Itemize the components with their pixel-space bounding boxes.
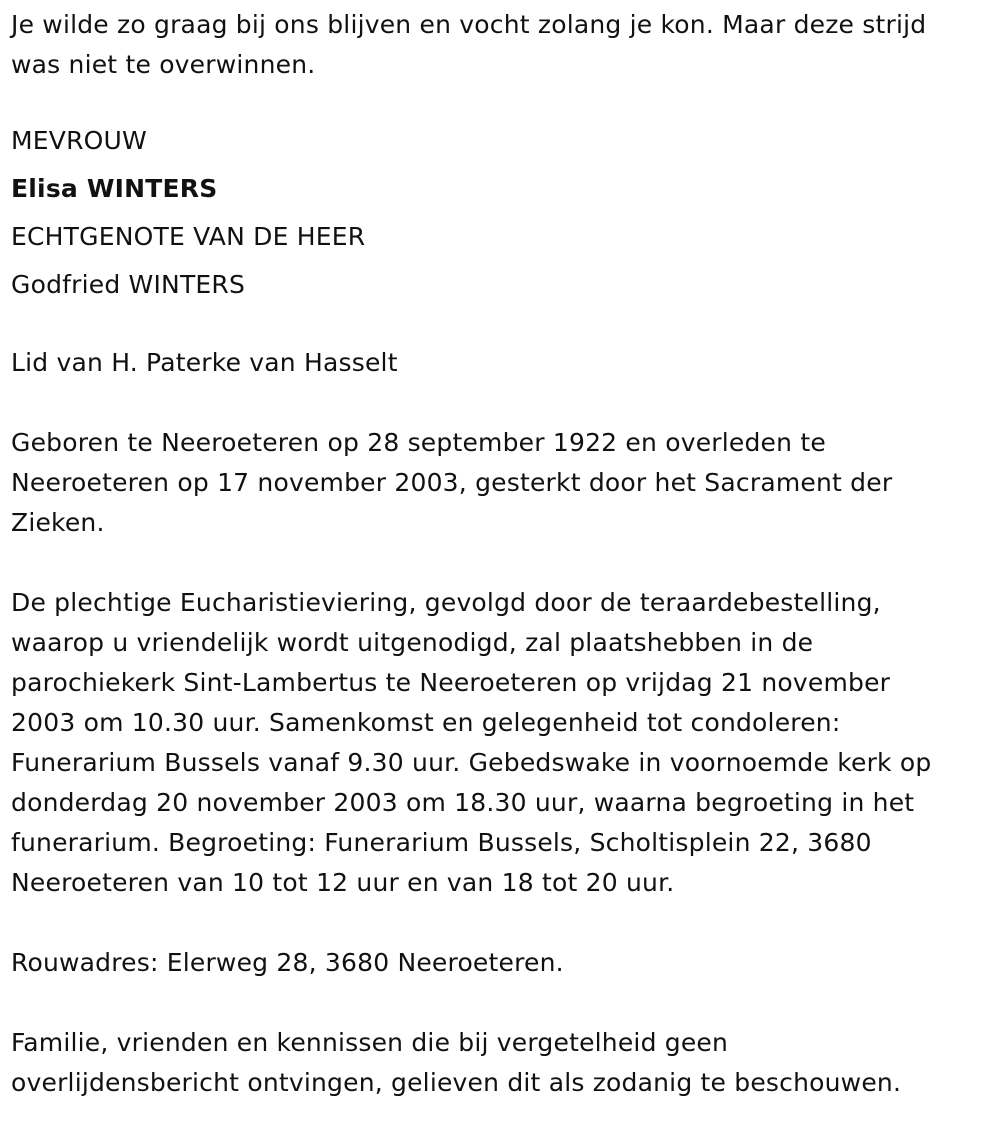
- spouse-name: Godfried WINTERS: [11, 270, 246, 299]
- ceremony-line: 2003 om 10.30 uur. Samenkomst en gelegenheid tot condoleren:: [11, 708, 841, 737]
- closing-line: Familie, vrienden en kennissen die bij vergetelheid geen: [11, 1028, 729, 1057]
- ceremony-line: waarop u vriendelijk wordt uitgenodigd, zal plaatshebben in de: [11, 628, 814, 657]
- ceremony-line: donderdag 20 november 2003 om 18.30 uur, waarna begroeting in het: [11, 788, 915, 817]
- birth-death-line: Neeroeteren op 17 november 2003, gesterkt door het Sacrament der: [11, 468, 893, 497]
- obituary-document: [11, 0, 986, 1103]
- intro-paragraph: [11, 0, 986, 85]
- closing-paragraph: [11, 1023, 986, 1103]
- birth-death-line: Geboren te Neeroeteren op 28 september 1922 en overleden te: [11, 428, 826, 457]
- ceremony-paragraph: [11, 583, 986, 903]
- deceased-name: Elisa WINTERS: [11, 174, 218, 203]
- intro-line: Je wilde zo graag bij ons blijven en vocht zolang je kon. Maar deze strijd: [11, 10, 927, 39]
- closing-line: overlijdensbericht ontvingen, gelieven dit als zodanig te beschouwen.: [11, 1068, 902, 1097]
- ceremony-line: Neeroeteren van 10 tot 12 uur en van 18 tot 20 uur.: [11, 868, 675, 897]
- mourning-address: Rouwadres: Elerweg 28, 3680 Neeroeteren.: [11, 948, 564, 977]
- birth-death-paragraph: [11, 423, 986, 543]
- ceremony-line: Funerarium Bussels vanaf 9.30 uur. Gebedswake in voornoemde kerk op: [11, 748, 932, 777]
- ceremony-line: De plechtige Eucharistieviering, gevolgd door de teraardebestelling,: [11, 588, 881, 617]
- relation-label: ECHTGENOTE VAN DE HEER: [11, 222, 366, 251]
- birth-death-line: Zieken.: [11, 508, 105, 537]
- honorific: MEVROUW: [11, 126, 147, 155]
- ceremony-line: funerarium. Begroeting: Funerarium Bussels, Scholtisplein 22, 3680: [11, 828, 872, 857]
- membership-line: Lid van H. Paterke van Hasselt: [11, 348, 398, 377]
- deceased-block: [11, 117, 986, 309]
- ceremony-line: parochiekerk Sint-Lambertus te Neeroeteren op vrijdag 21 november: [11, 668, 891, 697]
- intro-line: was niet te overwinnen.: [11, 50, 316, 79]
